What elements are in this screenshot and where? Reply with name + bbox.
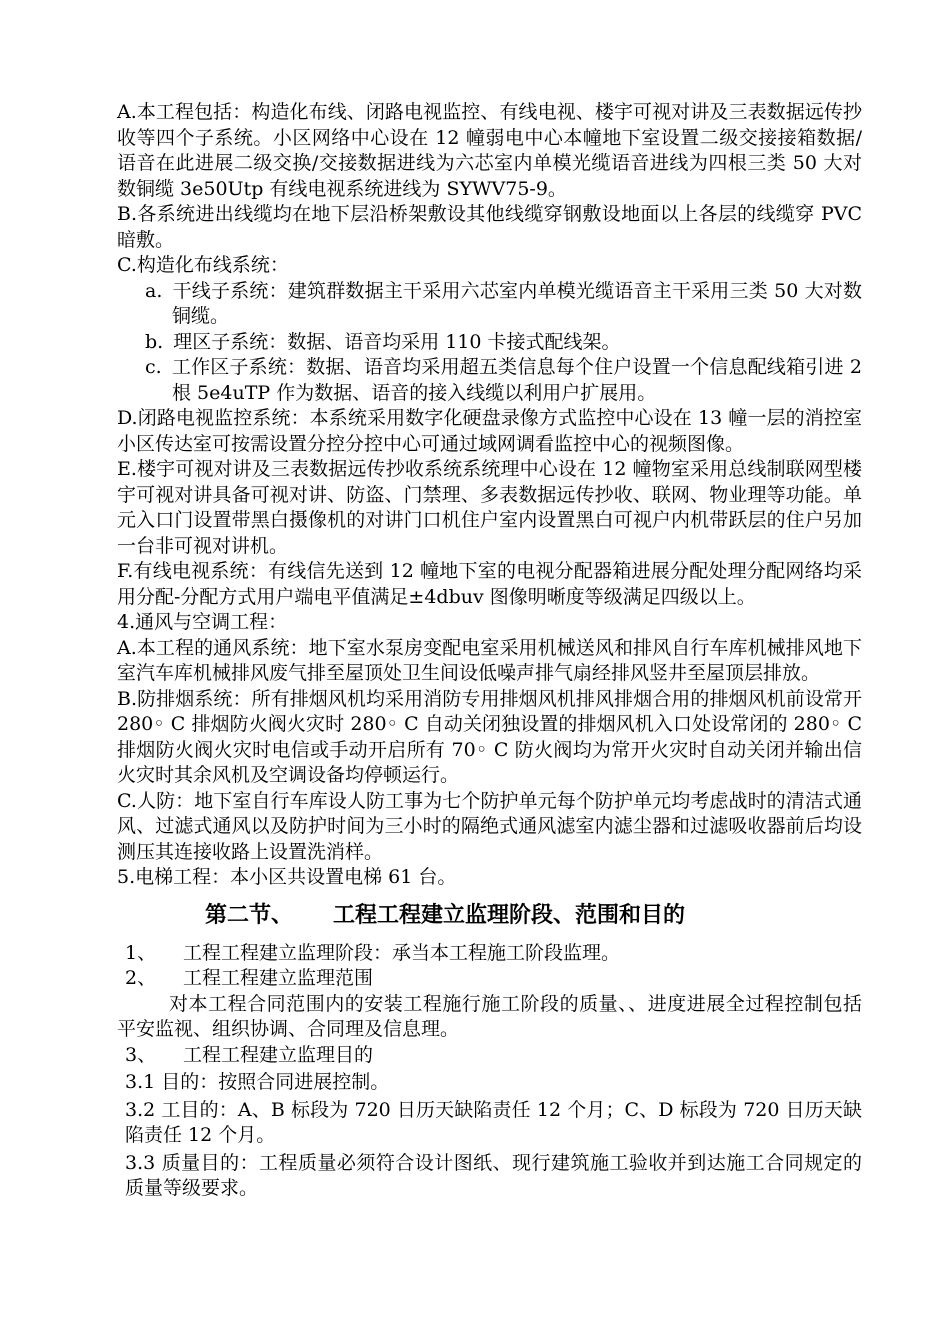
- paragraph-4a: A.本工程的通风系统：地下室水泵房变配电室采用机械送风和排风自行车库机械排风地下室汽车库机械排风废气排至屋顶处卫生间设低噪声排气扇经排风竖井至屋顶层排放。: [117, 636, 862, 684]
- section-heading: [117, 901, 862, 931]
- paragraph-c: C.构造化布线系统：: [117, 254, 289, 276]
- paragraph-d: D.闭路电视监控系统：本系统采用数字化硬盘录像方式监控中心设在 13 幢一层的消控室小区传达室可按需设置分控分控中心可通过域网调看监控中心的视频图像。: [117, 407, 862, 455]
- sub-list: [117, 279, 862, 407]
- sub-item-marker: a.: [145, 279, 163, 302]
- sub-item-b: [117, 330, 862, 356]
- sub-item-text: 干线子系统：建筑群数据主干采用六芯室内单模光缆语音主干采用三类 50 大对数铜缆。: [172, 279, 862, 327]
- paragraph-e: E.楼宇可视对讲及三表数据远传抄收系统系统理中心设在 12 幢物室采用总线制联网型楼宇可视对讲具备可视对讲、防盗、门禁理、多表数据远传抄收、联网、物业理等功能。单元入口门设置带黑白摄像机的对讲门口机住户室内设置黑白可视户内机带跃层的住户另加一台非可视对讲机。: [117, 458, 862, 557]
- item-text: 工程工程建立监理范围: [183, 967, 374, 989]
- goal-3-2: 3.2 工目的：A、B 标段为 720 日历天缺陷责任 12 个月；C、D 标段为 720 日历天缺陷责任 12 个月。: [125, 1098, 862, 1146]
- item-text: 工程工程建立监理阶段：承当本工程施工阶段监理。: [183, 941, 621, 964]
- section-5-title: 5.电梯工程：本小区共设置电梯 61 台。: [117, 866, 457, 888]
- item-text: 工程工程建立监理目的: [183, 1043, 374, 1066]
- paragraph-4b: B.防排烟系统：所有排烟风机均采用消防专用排烟风机排风排烟合用的排烟风机前设常开 280◦ C 排烟防火阀火灾时 280◦ C 自动关闭独设置的排烟风机入口处设常闭的 280◦ C 排烟防火阀火灾时电信或手动开启所有 70◦ C 防火阀均为常开火灾时自动关闭并输出信火灾时其余风机及空调设备均停顿运行。: [117, 687, 862, 786]
- goal-3-1: 3.1 目的：按照合同进展控制。: [125, 1071, 390, 1093]
- sub-item-text: 工作区子系统：数据、语音均采用超五类信息每个住户设置一个信息配线箱引进 2 根 5e4uTP 作为数据、语音的接入线缆以利用户扩展用。: [171, 356, 862, 404]
- sub-item-marker: c.: [145, 356, 162, 378]
- paragraph-a: A.本工程包括：构造化布线、闭路电视监控、有线电视、楼宇可视对讲及三表数据远传抄收等四个子系统。小区网络中心设在 12 幢弱电中心本幢地下室设置二级交接接箱数据/语音在此进展二级交换/交接数据进线为六芯室内单模光缆语音进线为四根三类 50 大对数铜缆 3e50Utp 有线电视系统进线为 SYWV75-9。: [117, 101, 862, 200]
- heading-title: 工程工程建立监理阶段、范围和目的: [333, 902, 686, 928]
- section-4-title: 4.通风与空调工程：: [117, 611, 288, 633]
- item-number: 2、: [125, 967, 157, 989]
- numbered-item-2: [117, 966, 862, 992]
- sub-item-marker: b.: [145, 330, 164, 353]
- heading-number: 第二节、: [205, 902, 294, 928]
- paragraph-b: B.各系统进出线缆均在地下层沿桥架敷设其他线缆穿钢敷设地面以上各层的线缆穿 PVC 暗敷。: [117, 203, 862, 251]
- sub-item-a: [117, 279, 862, 330]
- item-number: 1、: [125, 941, 157, 964]
- numbered-item-3: [117, 1043, 862, 1069]
- scope-paragraph: 对本工程合同范围内的安装工程施行施工阶段的质量、、进度进展全过程控制包括平安监视、组织协调、合同理及信息理。: [117, 992, 862, 1040]
- paragraph-4c: C.人防：地下室自行车库设人防工事为七个防护单元每个防护单元均考虑战时的清洁式通风、过滤式通风以及防护时间为三小时的隔绝式通风滤室内滤尘器和过滤吸收器前后均设测压其连接收路上设置洗消样。: [117, 789, 862, 863]
- sub-item-c: [117, 355, 862, 406]
- goal-3-3: 3.3 质量目的：工程质量必须符合设计图纸、现行建筑施工验收并到达施工合同规定的质量等级要求。: [125, 1151, 862, 1199]
- item-number: 3、: [125, 1043, 157, 1066]
- paragraph-f: F.有线电视系统：有线信先送到 12 幢地下室的电视分配器箱进展分配处理分配网络均采用分配-分配方式用户端电平值满足±4dbuv 图像明晰度等级满足四级以上。: [117, 560, 862, 608]
- sub-item-text: 理区子系统：数据、语音均采用 110 卡接式配线架。: [173, 330, 621, 353]
- document-page: [117, 100, 862, 1202]
- numbered-item-1: [117, 941, 862, 967]
